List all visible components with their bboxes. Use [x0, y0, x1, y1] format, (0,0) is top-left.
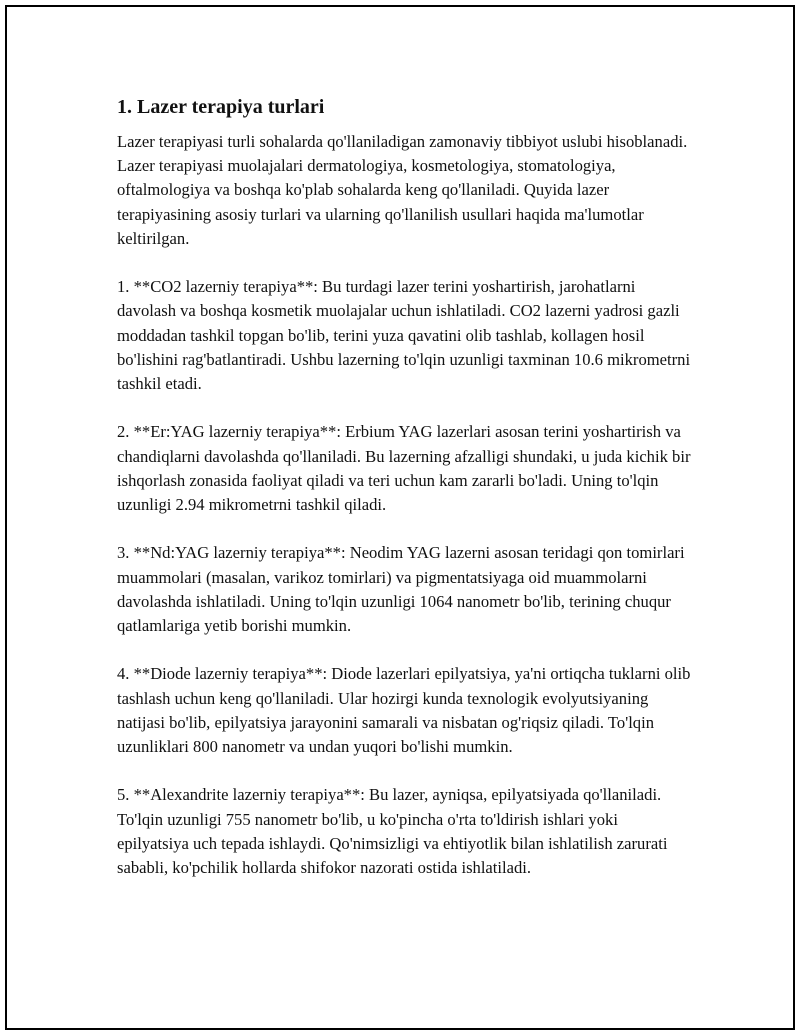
section-heading: 1. Lazer terapiya turlari	[117, 96, 325, 118]
diode-laser-paragraph: 4. **Diode lazerniy terapiya**: Diode lazerlari epilyatsiya, ya'ni ortiqcha tuklarni olib tashlash uchun keng qo'llaniladi. Ular hozirgi kunda texnologik evolyutsiyaning natijasi bo'lib, epilyatsiya jarayonini samarali va nisbatan og'riqsiz qiladi. To'lqin uzunliklari 800 nanometr va undan yuqori bo'lishi mumkin.	[117, 664, 691, 757]
alexandrite-laser-paragraph: 5. **Alexandrite lazerniy terapiya**: Bu lazer, ayniqsa, epilyatsiyada qo'llaniladi. To'lqin uzunligi 755 nanometr bo'lib, u ko'pincha o'rta to'ldirish ishlari yoki epilyatsiya uch tepada ishlaydi. Qo'nimsizligi va ehtiyotlik bilan ishlatilish zarurati sababli, ko'pchilik hollarda shifokor nazorati ostida ishlatiladi.	[117, 785, 668, 878]
co2-laser-paragraph: 1. **CO2 lazerniy terapiya**: Bu turdagi lazer terini yoshartirish, jarohatlarni davolash va boshqa kosmetik muolajalar uchun ishlatiladi. CO2 lazerni yadrosi gazli moddadan tashkil topgan bo'lib, terini yuza qavatini olib tashlab, kollagen hosil bo'lishini rag'batlantiradi. Ushbu lazerning to'lqin uzunligi taxminan 10.6 mikrometrni tashkil etadi.	[117, 277, 691, 394]
document-body	[117, 95, 692, 904]
er-yag-laser-paragraph: 2. **Er:YAG lazerniy terapiya**: Erbium YAG lazerlari asosan terini yoshartirish va chandiqlarni davolashda qo'llaniladi. Bu lazerning afzalligi shundaki, u juda kichik bir ishqorlash zonasida faoliyat qiladi va teri uchun kam zararli bo'ladi. Uning to'lqin uzunligi 2.94 mikrometrni tashkil qiladi.	[117, 422, 691, 515]
intro-paragraph: Lazer terapiyasi turli sohalarda qo'llaniladigan zamonaviy tibbiyot uslubi hisoblanadi. Lazer terapiyasi muolajalari dermatologiya, kosmetologiya, stomatologiya, oftalmologiya va boshqa ko'plab sohalarda keng qo'llaniladi. Quyida lazer terapiyasining asosiy turlari va ularning qo'llanilish usullari haqida ma'lumotlar keltirilgan.	[117, 132, 688, 248]
nd-yag-laser-paragraph: 3. **Nd:YAG lazerniy terapiya**: Neodim YAG lazerni asosan teridagi qon tomirlari muammolari (masalan, varikoz tomirlari) va pigmentatsiyaga oid muammolarni davolashda ishlatiladi. Uning to'lqin uzunligi 1064 nanometr bo'lib, terining chuqur qatlamlariga yetib borishi mumkin.	[117, 543, 685, 636]
